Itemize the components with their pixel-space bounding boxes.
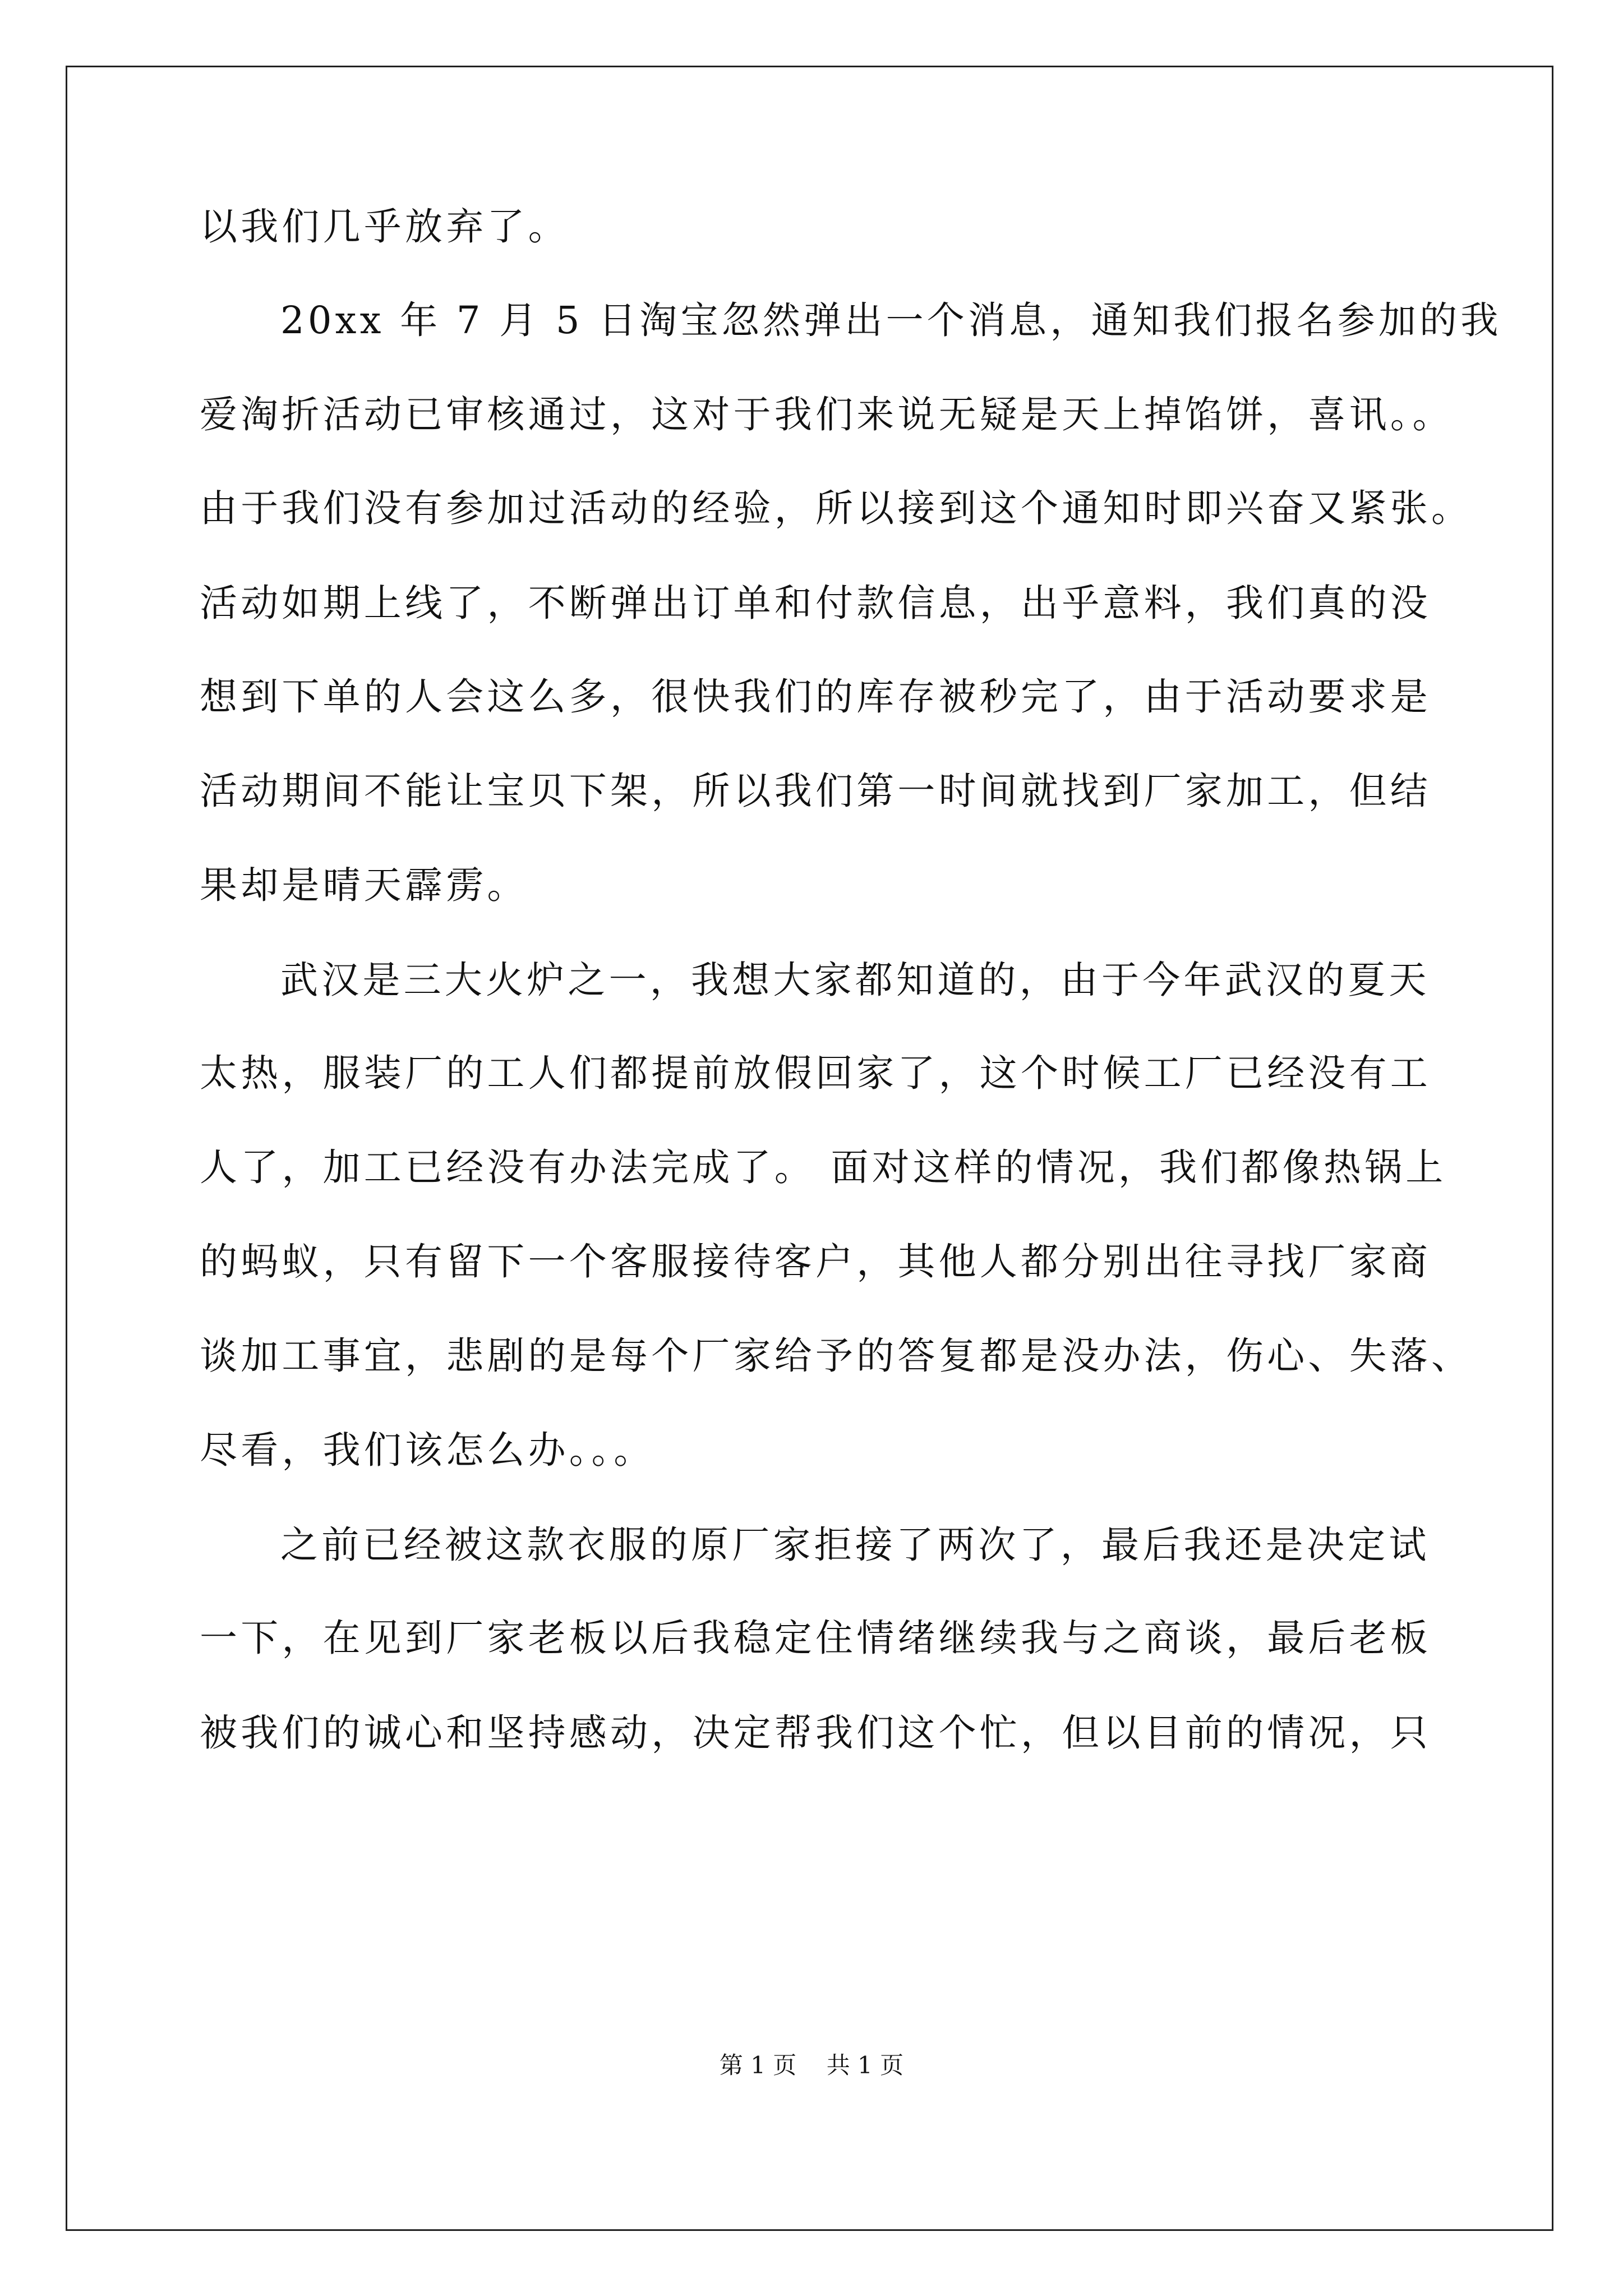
text-line-10: 太热，服装厂的工人们都提前放假回家了，这个时候工厂已经没有工 — [200, 1051, 1431, 1095]
text-line-6: 想到下单的人会这么多，很快我们的库存被秒完了，由于活动要求是 — [200, 675, 1431, 719]
page-number-footer: 第 1 页 共 1 页 — [719, 2051, 904, 2079]
text-line-12: 的蚂蚁，只有留下一个客服接待客户，其他人都分别出往寻找厂家商 — [200, 1240, 1431, 1283]
text-line-7: 活动期间不能让宝贝下架，所以我们第一时间就找到厂家加工，但结 — [200, 769, 1431, 813]
text-line-8: 果却是晴天霹雳。 — [200, 863, 528, 907]
text-line-17: 被我们的诚心和坚持感动，决定帮我们这个忙，但以目前的情况，只 — [200, 1711, 1431, 1755]
text-line-11: 人了，加工已经没有办法完成了。 面对这样的情况，我们都像热锅上 — [200, 1145, 1447, 1189]
text-line-5: 活动如期上线了，不断弹出订单和付款信息，出乎意料，我们真的没 — [200, 581, 1431, 625]
text-line-16: 一下，在见到厂家老板以后我稳定住情绪继续我与之商谈，最后老板 — [200, 1616, 1431, 1660]
text-line-14: 尽看，我们该怎么办。。。 — [200, 1428, 655, 1472]
text-line-1: 以我们几乎放弃了。 — [200, 205, 569, 249]
text-line-4: 由于我们没有参加过活动的经验，所以接到这个通知时即兴奋又紧张。 — [200, 486, 1473, 530]
text-line-15: 之前已经被这款衣服的原厂家拒接了两次了，最后我还是决定试 — [280, 1523, 1430, 1567]
text-line-9: 武汉是三大火炉之一，我想大家都知道的，由于今年武汉的夏天 — [280, 958, 1430, 1002]
text-line-3: 爱淘折活动已审核通过，这对于我们来说无疑是天上掉馅饼，喜讯。。 — [200, 393, 1454, 436]
text-line-13: 谈加工事宜，悲剧的是每个厂家给予的答复都是没办法，伤心、失落、 — [200, 1334, 1473, 1378]
text-line-2: 20xx 年 7 月 5 日淘宝忽然弹出一个消息，通知我们报名参加的我 — [280, 298, 1502, 342]
